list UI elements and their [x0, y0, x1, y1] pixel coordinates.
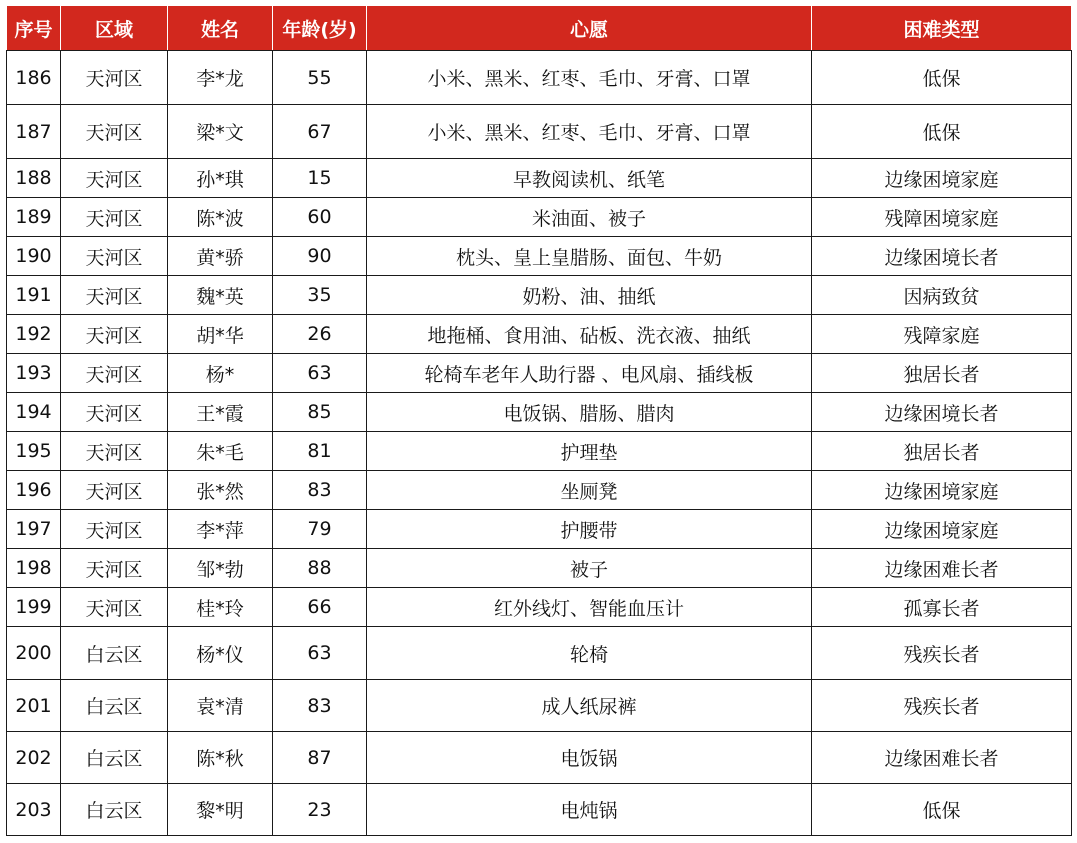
cell-district: 天河区 [61, 159, 168, 198]
table-row [7, 680, 1072, 732]
cell-id: 191 [7, 276, 61, 315]
cell-age: 67 [273, 105, 367, 159]
cell-name: 张*然 [168, 471, 273, 510]
table-row [7, 393, 1072, 432]
cell-age: 66 [273, 588, 367, 627]
cell-name: 袁*清 [168, 680, 273, 732]
cell-age: 35 [273, 276, 367, 315]
cell-age: 15 [273, 159, 367, 198]
cell-difficulty-type: 独居长者 [812, 354, 1072, 393]
cell-difficulty-type: 低保 [812, 51, 1072, 105]
cell-difficulty-type: 边缘困难长者 [812, 549, 1072, 588]
cell-wish: 电饭锅 [367, 732, 812, 784]
cell-wish: 小米、黑米、红枣、毛巾、牙膏、口罩 [367, 105, 812, 159]
cell-wish: 被子 [367, 549, 812, 588]
cell-name: 黎*明 [168, 784, 273, 836]
table-row [7, 784, 1072, 836]
cell-age: 63 [273, 354, 367, 393]
cell-district: 白云区 [61, 784, 168, 836]
cell-difficulty-type: 边缘困难长者 [812, 732, 1072, 784]
cell-wish: 坐厕凳 [367, 471, 812, 510]
cell-id: 192 [7, 315, 61, 354]
cell-age: 55 [273, 51, 367, 105]
cell-district: 天河区 [61, 276, 168, 315]
cell-difficulty-type: 边缘困境长者 [812, 237, 1072, 276]
wish-list-table [6, 5, 1072, 836]
header-row [7, 6, 1072, 51]
cell-name: 邹*勃 [168, 549, 273, 588]
cell-id: 194 [7, 393, 61, 432]
cell-age: 81 [273, 432, 367, 471]
cell-wish: 小米、黑米、红枣、毛巾、牙膏、口罩 [367, 51, 812, 105]
cell-name: 李*萍 [168, 510, 273, 549]
cell-wish: 电饭锅、腊肠、腊肉 [367, 393, 812, 432]
cell-district: 天河区 [61, 510, 168, 549]
cell-district: 天河区 [61, 237, 168, 276]
cell-difficulty-type: 低保 [812, 105, 1072, 159]
cell-wish: 米油面、被子 [367, 198, 812, 237]
header-district: 区域 [61, 6, 168, 51]
cell-age: 26 [273, 315, 367, 354]
cell-name: 朱*毛 [168, 432, 273, 471]
cell-district: 天河区 [61, 432, 168, 471]
cell-district: 天河区 [61, 354, 168, 393]
cell-name: 杨* [168, 354, 273, 393]
cell-difficulty-type: 边缘困境家庭 [812, 510, 1072, 549]
cell-id: 203 [7, 784, 61, 836]
header-difficulty-type: 困难类型 [812, 6, 1072, 51]
cell-age: 85 [273, 393, 367, 432]
table-row [7, 732, 1072, 784]
cell-district: 白云区 [61, 680, 168, 732]
cell-wish: 电炖锅 [367, 784, 812, 836]
cell-wish: 早教阅读机、纸笔 [367, 159, 812, 198]
cell-wish: 地拖桶、食用油、砧板、洗衣液、抽纸 [367, 315, 812, 354]
cell-id: 195 [7, 432, 61, 471]
table-row [7, 510, 1072, 549]
cell-difficulty-type: 边缘困境长者 [812, 393, 1072, 432]
cell-difficulty-type: 边缘困境家庭 [812, 471, 1072, 510]
cell-age: 83 [273, 680, 367, 732]
table-row [7, 51, 1072, 105]
cell-name: 陈*波 [168, 198, 273, 237]
table-row [7, 354, 1072, 393]
cell-wish: 奶粉、油、抽纸 [367, 276, 812, 315]
cell-id: 193 [7, 354, 61, 393]
header-id: 序号 [7, 6, 61, 51]
cell-age: 83 [273, 471, 367, 510]
cell-age: 87 [273, 732, 367, 784]
header-age: 年龄(岁) [273, 6, 367, 51]
cell-wish: 枕头、皇上皇腊肠、面包、牛奶 [367, 237, 812, 276]
table-row [7, 315, 1072, 354]
cell-id: 201 [7, 680, 61, 732]
cell-district: 天河区 [61, 198, 168, 237]
cell-id: 197 [7, 510, 61, 549]
cell-id: 200 [7, 627, 61, 680]
cell-difficulty-type: 残疾长者 [812, 680, 1072, 732]
cell-name: 桂*玲 [168, 588, 273, 627]
cell-difficulty-type: 低保 [812, 784, 1072, 836]
cell-id: 198 [7, 549, 61, 588]
cell-district: 天河区 [61, 588, 168, 627]
cell-wish: 轮椅 [367, 627, 812, 680]
cell-name: 李*龙 [168, 51, 273, 105]
cell-name: 魏*英 [168, 276, 273, 315]
cell-age: 79 [273, 510, 367, 549]
cell-difficulty-type: 残障家庭 [812, 315, 1072, 354]
cell-age: 60 [273, 198, 367, 237]
table-row [7, 276, 1072, 315]
cell-wish: 红外线灯、智能血压计 [367, 588, 812, 627]
cell-id: 187 [7, 105, 61, 159]
cell-id: 199 [7, 588, 61, 627]
cell-age: 63 [273, 627, 367, 680]
cell-name: 胡*华 [168, 315, 273, 354]
cell-difficulty-type: 残疾长者 [812, 627, 1072, 680]
cell-district: 白云区 [61, 627, 168, 680]
cell-name: 杨*仪 [168, 627, 273, 680]
cell-difficulty-type: 独居长者 [812, 432, 1072, 471]
cell-difficulty-type: 残障困境家庭 [812, 198, 1072, 237]
table-row [7, 237, 1072, 276]
cell-difficulty-type: 因病致贫 [812, 276, 1072, 315]
cell-difficulty-type: 孤寡长者 [812, 588, 1072, 627]
cell-age: 23 [273, 784, 367, 836]
cell-district: 天河区 [61, 393, 168, 432]
cell-difficulty-type: 边缘困境家庭 [812, 159, 1072, 198]
cell-id: 196 [7, 471, 61, 510]
cell-age: 88 [273, 549, 367, 588]
cell-district: 天河区 [61, 549, 168, 588]
cell-name: 孙*琪 [168, 159, 273, 198]
header-name: 姓名 [168, 6, 273, 51]
cell-wish: 轮椅车老年人助行器 、电风扇、插线板 [367, 354, 812, 393]
cell-id: 189 [7, 198, 61, 237]
cell-id: 190 [7, 237, 61, 276]
cell-wish: 护腰带 [367, 510, 812, 549]
cell-id: 202 [7, 732, 61, 784]
table-row [7, 159, 1072, 198]
cell-id: 186 [7, 51, 61, 105]
table-row [7, 432, 1072, 471]
cell-district: 白云区 [61, 732, 168, 784]
table-row [7, 105, 1072, 159]
table-row [7, 627, 1072, 680]
table-row [7, 471, 1072, 510]
cell-name: 陈*秋 [168, 732, 273, 784]
cell-district: 天河区 [61, 471, 168, 510]
cell-name: 梁*文 [168, 105, 273, 159]
table-row [7, 588, 1072, 627]
cell-wish: 护理垫 [367, 432, 812, 471]
header-wish: 心愿 [367, 6, 812, 51]
cell-district: 天河区 [61, 51, 168, 105]
cell-wish: 成人纸尿裤 [367, 680, 812, 732]
cell-name: 黄*骄 [168, 237, 273, 276]
cell-district: 天河区 [61, 315, 168, 354]
cell-age: 90 [273, 237, 367, 276]
cell-id: 188 [7, 159, 61, 198]
cell-district: 天河区 [61, 105, 168, 159]
cell-name: 王*霞 [168, 393, 273, 432]
table-row [7, 198, 1072, 237]
table-row [7, 549, 1072, 588]
